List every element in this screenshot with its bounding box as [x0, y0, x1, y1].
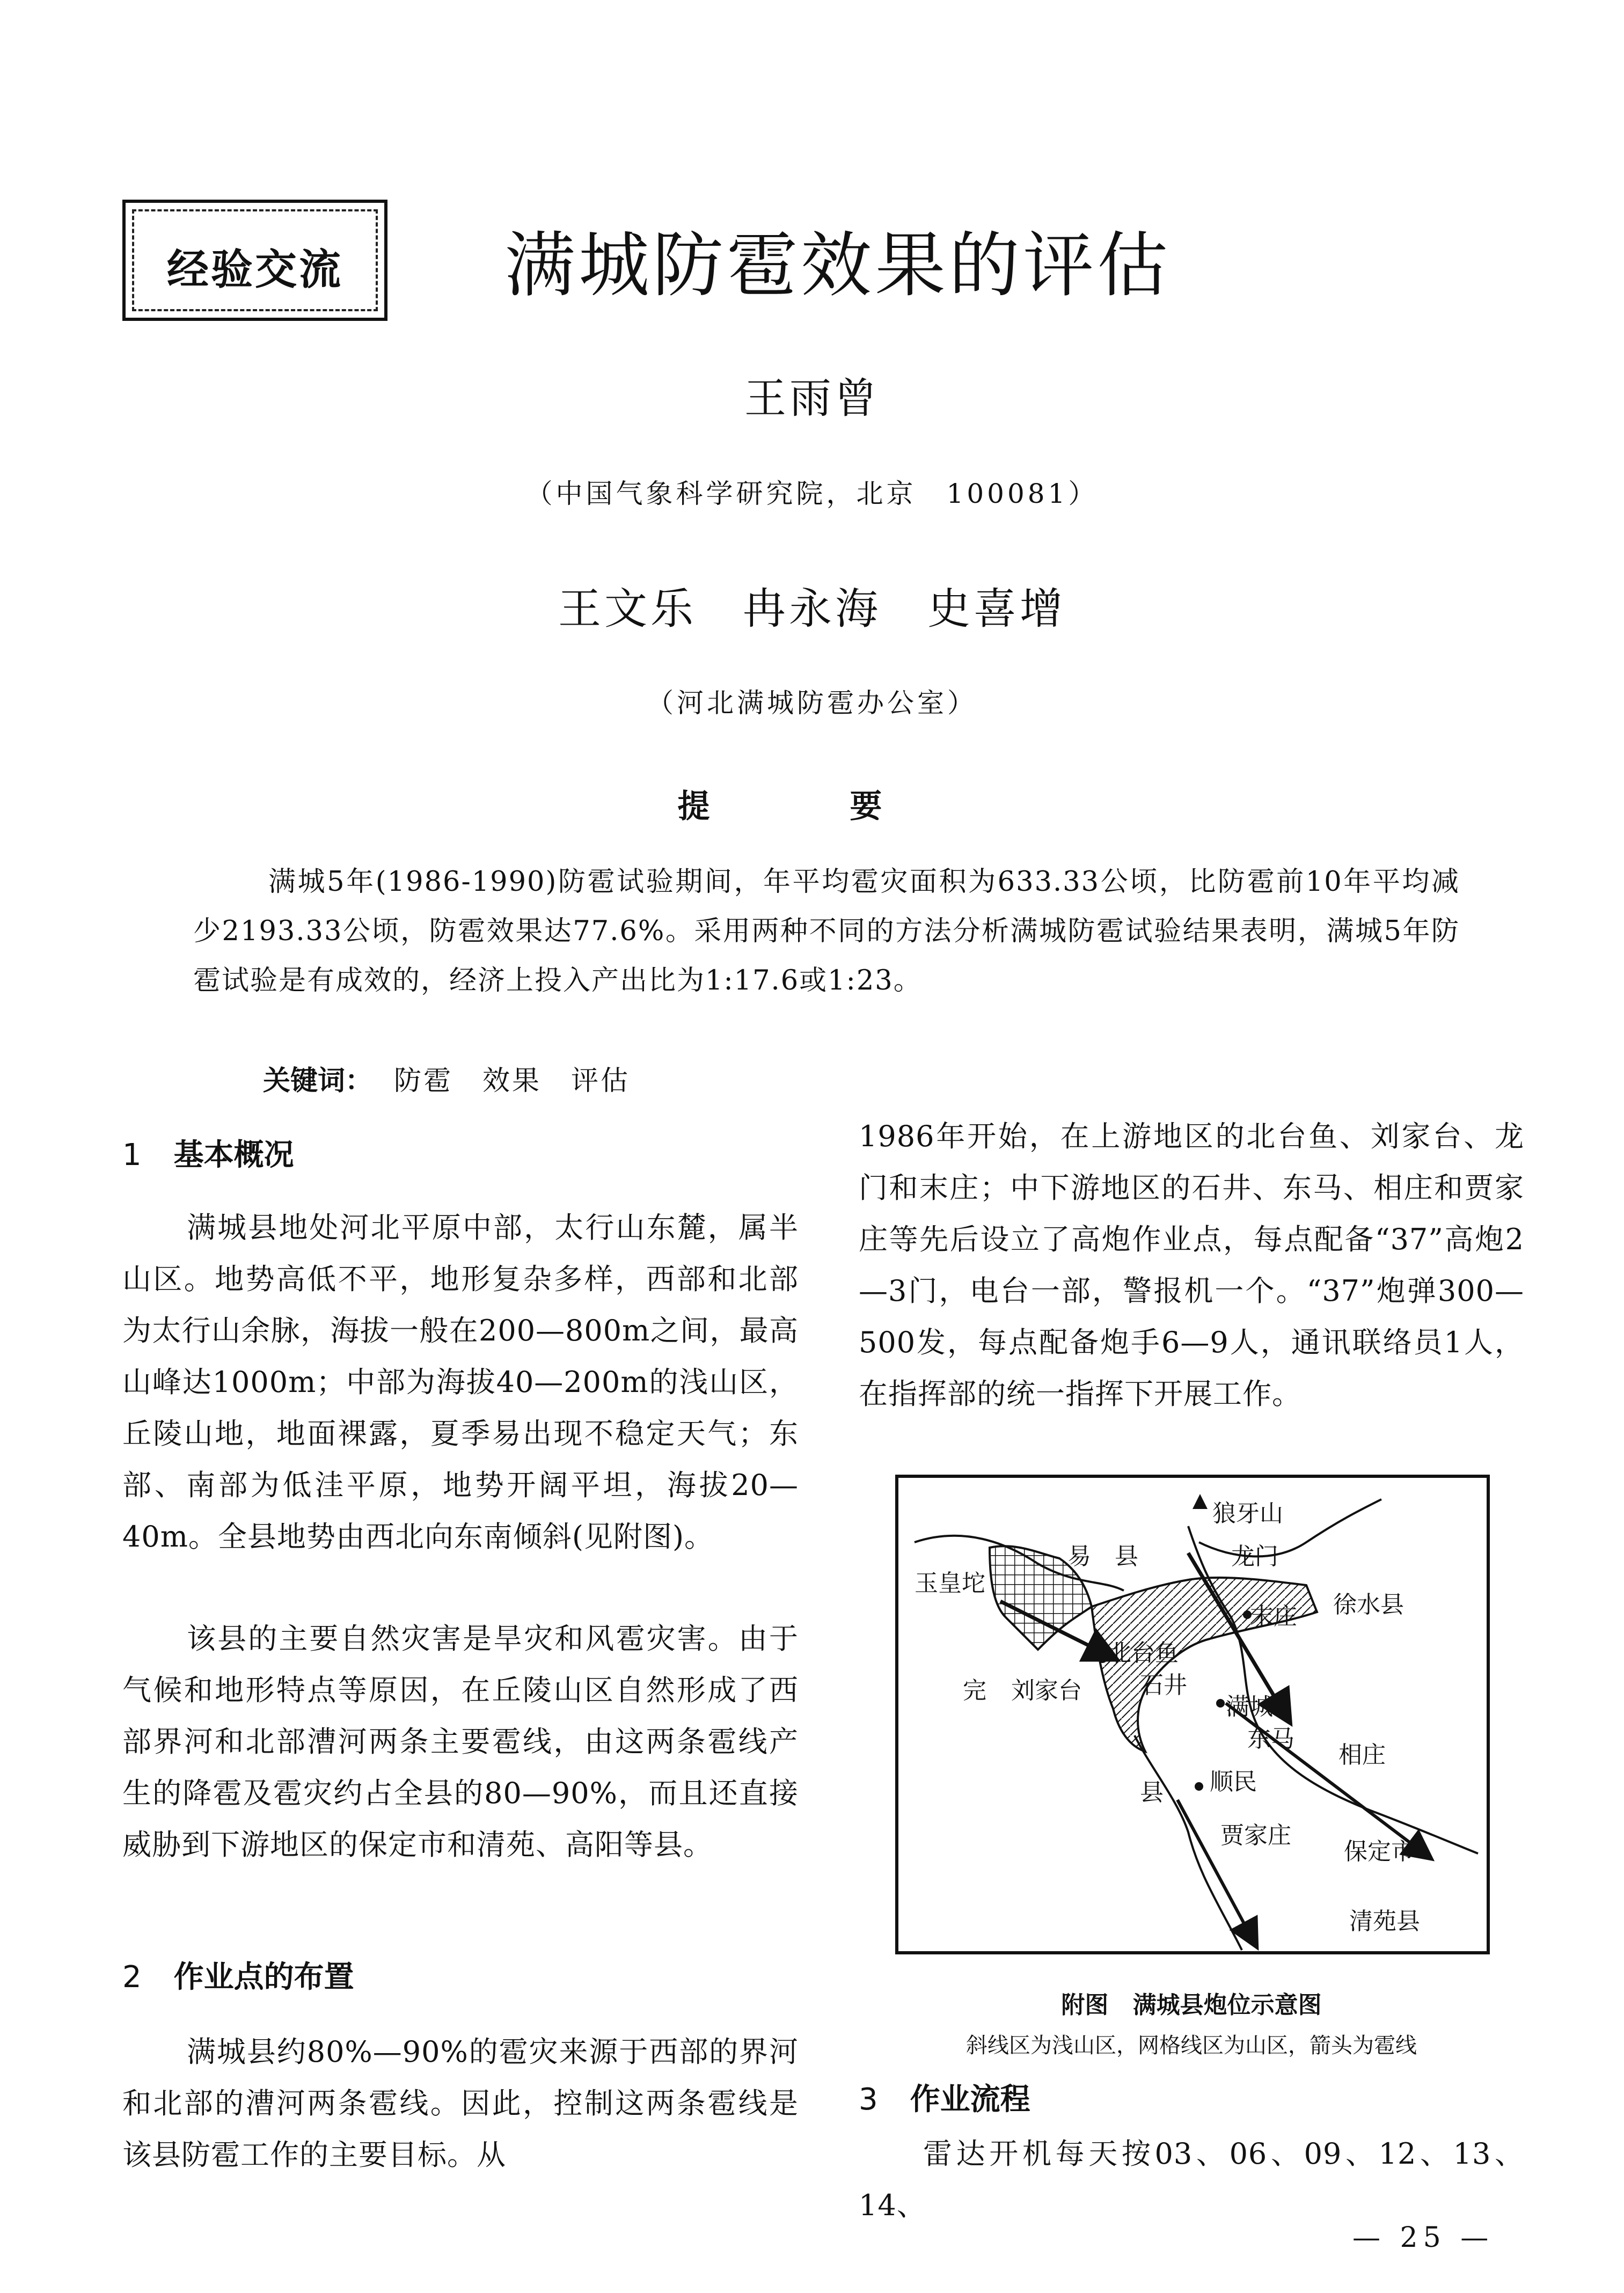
- gun-site-marker: [1195, 1782, 1203, 1791]
- map-label: 北台鱼: [1108, 1639, 1179, 1667]
- abstract-heading: 提 要: [677, 788, 947, 825]
- map-label: 易 县: [1067, 1543, 1138, 1570]
- primary-author: 王雨曾: [744, 375, 880, 423]
- figure-note: 斜线区为浅山区，网格线区为山区，箭头为雹线: [966, 2033, 1417, 2058]
- map-label: 保定市: [1344, 1838, 1415, 1865]
- paragraph-continued: 1986年开始，在上游地区的北台鱼、刘家台、龙门和末庄；中下游地区的石井、东马、相庄和贾家庄等先后设立了高炮作业点，每点配备“37”高炮2—3门，电台一部，警报机一个。“37”炮弹300—500发，每点配备炮手6—9人，通讯联络员1人，在指挥部的统一指挥下开展工作。: [859, 1119, 1524, 1411]
- paragraph: 满城县约80%—90%的雹灾来源于西部的界河和北部的漕河两条雹线。因此，控制这两条雹线是该县防雹工作的主要目标。从: [122, 2035, 799, 2172]
- section-heading-2: [122, 1953, 354, 1996]
- map-label: 玉皇坨: [915, 1570, 985, 1597]
- keywords-values: 防雹 效果 评估: [394, 1065, 631, 1097]
- column-tag-box: [122, 200, 387, 321]
- gun-site-marker: [1097, 1652, 1108, 1663]
- paragraph: 满城县地处河北平原中部，太行山东麓，属半山区。地势高低不平，地形复杂多样，西部和北部为太行山余脉，海拔一般在200—800m之间，最高山峰达1000m；中部为海拔40—200m的浅山区，丘陵山地，地面裸露，夏季易出现不稳定天气；东部、南部为低洼平原，地势开阔平坦，海拔20—40m。全县地势由西北向东南倾斜(见附图)。: [122, 1211, 799, 1554]
- section-heading-3: [859, 2076, 1030, 2119]
- map-label: 完: [963, 1677, 986, 1704]
- gun-site-marker: [1216, 1699, 1225, 1708]
- map-figure: [895, 1475, 1490, 1954]
- map-label: 清苑县: [1349, 1908, 1420, 1935]
- section-number: 2: [122, 1960, 142, 1995]
- keywords-line: [263, 1058, 630, 1098]
- secondary-authors: 王文乐 冉永海 史喜增: [558, 584, 1066, 634]
- paragraph: 该县的主要自然灾害是旱灾和风雹灾害。由于气候和地形特点等原因，在丘陵山区自然形成了西部界河和北部漕河两条主要雹线，由这两条雹线产生的降雹及雹灾约占全县的80—90%，而且还直接威胁到下游地区的保定市和清苑、高阳等县。: [122, 1622, 799, 1862]
- map-label: 刘家台: [1011, 1677, 1082, 1704]
- map-drawing: [898, 1478, 1487, 1951]
- map-label: 徐水县: [1333, 1591, 1404, 1618]
- paragraph: 雷达开机每天按03、06、09、12、13、14、: [859, 2137, 1524, 2222]
- langyashan-peak-icon: [1193, 1494, 1208, 1509]
- section-number: 1: [122, 1138, 142, 1173]
- map-label: 相庄: [1338, 1741, 1386, 1769]
- map-label: 县: [1140, 1779, 1164, 1806]
- section-heading-1: [122, 1131, 294, 1174]
- map-label: 末庄: [1250, 1603, 1297, 1630]
- figure-caption: [859, 1986, 1524, 2020]
- primary-affiliation: （中国气象科学研究院，北京 100081）: [525, 478, 1099, 509]
- map-label: 狼牙山: [1212, 1500, 1283, 1527]
- figure-caption-title: 满城县炮位示意图: [1132, 1991, 1322, 2019]
- section-title: 作业点的布置: [173, 1960, 354, 1995]
- column-tag-label: 经验交流: [166, 246, 343, 294]
- section-number: 3: [859, 2082, 878, 2117]
- article-title: 满城防雹效果的评估: [504, 224, 1171, 307]
- map-label: 石井: [1140, 1672, 1187, 1699]
- map-label: 满城: [1226, 1693, 1273, 1720]
- map-label: 顺民: [1210, 1768, 1257, 1796]
- map-label: 贾家庄: [1220, 1822, 1291, 1849]
- keywords-label: 关键词：: [263, 1065, 373, 1097]
- abstract-text: 满城5年(1986-1990)防雹试验期间，年平均雹灾面积为633.33公顷，比防雹前10年平均减少2193.33公顷，防雹效果达77.6%。采用两种不同的方法分析满城防雹试验结果表明，满城5年防雹试验是有成效的，经济上投入产出比为1:17.6或1:23。: [193, 866, 1460, 997]
- figure-caption-label: 附图: [1061, 1991, 1109, 2019]
- map-label: 龙门: [1231, 1543, 1278, 1570]
- secondary-affiliation: （河北满城防雹办公室）: [647, 687, 977, 719]
- section-title: 作业流程: [910, 2082, 1030, 2117]
- section-title: 基本概况: [173, 1138, 294, 1173]
- map-label: 东马: [1247, 1725, 1294, 1753]
- page-number: — 25 —: [1352, 2222, 1494, 2254]
